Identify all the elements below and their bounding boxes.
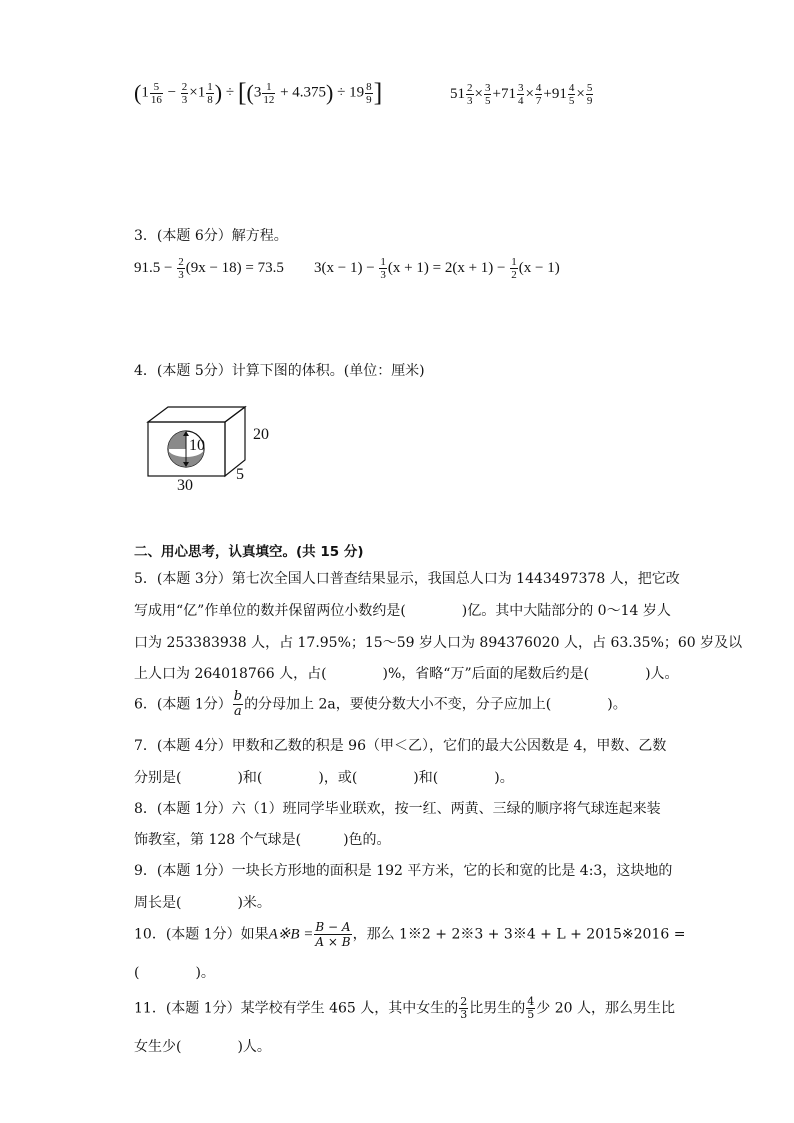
- fraction: $\frac{5}{9}$: [586, 82, 593, 107]
- q7-line-2: 分别是( )和( )，或( )和( )。: [134, 770, 514, 786]
- fraction: $\frac{8}{9}$: [366, 80, 372, 106]
- mixed-whole: 71: [500, 85, 516, 102]
- q10-line-1: 10．(本题 1分）如果A※B = $\frac{B - A}{A \times B}$ ，那么 1※2 + 2※3 + 3※4 + L + 2015※2016 =: [134, 920, 686, 949]
- fraction: $\frac{1}{2}$: [511, 256, 517, 281]
- mixed-whole: 19: [349, 84, 365, 101]
- operator: +: [492, 85, 501, 102]
- operator: ÷: [337, 84, 346, 101]
- dim-height: 20: [253, 426, 269, 443]
- operator: ×: [189, 84, 198, 101]
- bracket-open: [: [237, 78, 247, 107]
- q8-line-2: 饰教室，第 128 个气球是( )色的。: [134, 832, 391, 848]
- fraction: $\frac{5}{16}$: [150, 80, 162, 106]
- section2-title: 二、用心思考，认真填空。(共 15 分): [134, 544, 364, 560]
- fraction: $\frac{4}{7}$: [535, 82, 542, 107]
- paren-open: (: [134, 80, 142, 105]
- paren-open: (: [246, 80, 254, 105]
- q11-line-1: 11．(本题 1分）某学校有学生 465 人，其中女生的 $\frac{2}{3}$ 比男生的 $\frac{4}{5}$ 少 20 人，那么男生比: [134, 995, 675, 1021]
- mixed-whole: 1: [197, 84, 206, 101]
- fraction: $\frac{2}{3}$: [467, 82, 473, 107]
- fraction: $\frac{1}{12}$: [263, 80, 275, 106]
- q9-line-1: 9．(本题 1分）一块长方形地的面积是 192 平方米，它的长和宽的比是 4:3，这块地的: [134, 863, 673, 879]
- fraction: $\frac{3}{4}$: [517, 82, 524, 107]
- operator: ×: [525, 85, 534, 102]
- fraction: $\frac{1}{8}$: [207, 80, 213, 106]
- operator: ÷: [225, 84, 235, 101]
- q5-line-1: 5．(本题 3分）第七次全国人口普查结果显示，我国总人口为 1443497378 人，把它改: [134, 571, 680, 587]
- q3-equation-2: 3(x − 1) − $\frac{1}{3}$ (x + 1) = 2(x + 1) − $\frac{1}{2}$ (x − 1): [314, 256, 560, 281]
- dim-diameter: 10: [189, 437, 205, 454]
- q10-line-2: ( )。: [134, 965, 215, 981]
- q9-line-2: 周长是( )米。: [134, 895, 271, 911]
- cuboid-top-face: [148, 407, 245, 422]
- fraction: $\frac{3}{5}$: [484, 82, 491, 107]
- fraction: $\frac{1}{3}$: [380, 256, 386, 281]
- fraction: $\frac{2}{3}$: [178, 256, 184, 281]
- mixed-whole: 3: [253, 84, 262, 101]
- fraction: $\frac{4}{5}$: [527, 995, 535, 1021]
- q11-line-2: 女生少( )人。: [134, 1039, 271, 1055]
- bracket-close: ]: [373, 78, 383, 107]
- dim-width: 5: [236, 466, 244, 483]
- q2-expression-b: [450, 82, 594, 107]
- mixed-whole: 51: [450, 85, 465, 102]
- dim-length: 30: [177, 477, 193, 494]
- q4-title: 4．(本题 5分）计算下图的体积。(单位：厘米): [134, 363, 425, 379]
- q3-title: 3．(本题 6分）解方程。: [134, 228, 288, 244]
- fraction: $\frac{2}{3}$: [181, 80, 188, 106]
- operator: ×: [576, 85, 585, 102]
- operator: ×: [474, 85, 483, 102]
- mixed-whole: 1: [141, 84, 149, 101]
- q2-expression-a: [134, 78, 382, 108]
- q8-line-1: 8．(本题 1分）六（1）班同学毕业联欢，按一红、两黄、三绿的顺序将气球连起来装: [134, 801, 661, 817]
- fraction: $\frac{4}{5}$: [568, 82, 575, 107]
- q5-line-4: 上人口为 264018766 人，占( )%，省略“万”后面的尾数后约是( )人。: [134, 666, 679, 682]
- q3-equation-1: 91.5 − $\frac{2}{3}$ (9x − 18) = 73.5: [134, 256, 284, 281]
- cuboid-figure: [140, 400, 290, 495]
- q5-line-3: 口为 253383938 人，占 17.95%；15～59 岁人口为 894376020 人，占 63.35%；60 岁及以: [134, 635, 743, 651]
- fraction: $\frac{2}{3}$: [460, 995, 468, 1021]
- q6-line: 6．(本题 1分） $\frac{b}{a}$ 的分母加上 2a，要使分数大小不变，分子应加上( )。: [134, 689, 627, 719]
- q7-line-1: 7．(本题 4分）甲数和乙数的积是 96（甲＜乙），它们的最大公因数是 4，甲数、乙数: [134, 738, 667, 754]
- paren-close: ): [326, 80, 334, 105]
- q5-line-2: 写成用“亿”作单位的数并保留两位小数约是( )亿。其中大陆部分的 0～14 岁人: [134, 603, 671, 619]
- fraction: $\frac{B - A}{A \times B}$: [315, 920, 351, 949]
- fraction: $\frac{b}{a}$: [233, 689, 243, 719]
- mixed-whole: 91: [551, 85, 567, 102]
- paren-close: ): [214, 80, 223, 105]
- hole-shading-left: [168, 431, 186, 449]
- operator: +: [543, 85, 552, 102]
- operator-term: + 4.375: [280, 84, 327, 101]
- operator: −: [167, 84, 177, 101]
